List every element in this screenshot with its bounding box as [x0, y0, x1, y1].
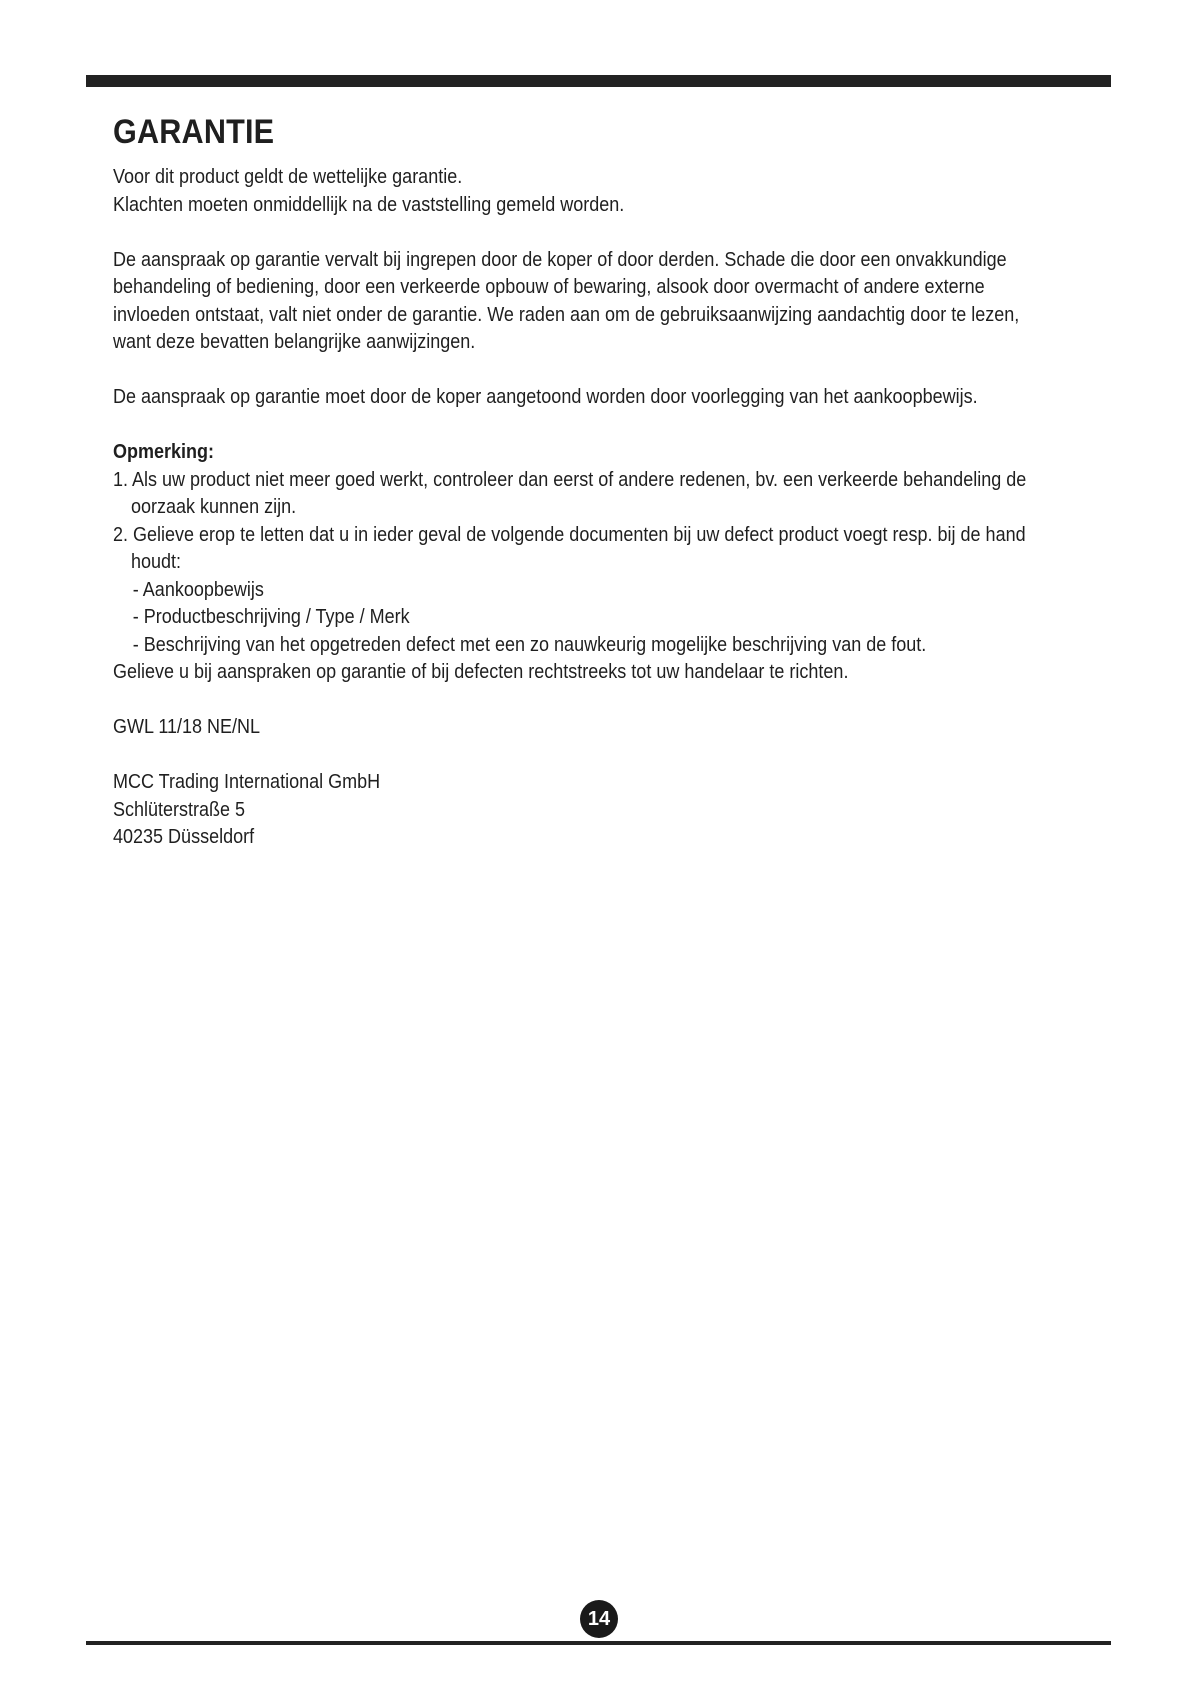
exclusions-line: want deze bevatten belangrijke aanwijzingen. — [113, 331, 476, 353]
note-item-line: houdt: — [131, 551, 182, 573]
page-title: GARANTIE — [113, 113, 275, 151]
note-heading: Opmerking: — [113, 441, 215, 463]
note-item-1 — [113, 467, 1103, 522]
note-item-line: oorzaak kunnen zijn. — [131, 496, 297, 518]
bottom-rule — [86, 1641, 1111, 1645]
top-rule — [86, 75, 1111, 87]
exclusions-line: behandeling of bediening, door een verkeerde opbouw of bewaring, alsook door overmacht of andere externe — [113, 276, 985, 298]
intro-line: Voor dit product geldt de wettelijke garantie. — [113, 166, 463, 188]
address-company: MCC Trading International GmbH — [113, 771, 381, 793]
reference-code: GWL 11/18 NE/NL — [113, 716, 261, 738]
exclusions-line: De aanspraak op garantie vervalt bij ingrepen door de koper of door derden. Schade die door een onvakkundige — [113, 248, 1007, 271]
document-list-item: - Aankoopbewijs — [132, 578, 264, 601]
page-number-badge: 14 — [580, 1600, 618, 1638]
note-item-line: 1. Als uw product niet meer goed werkt, controleer dan eerst of andere redenen, bv. een verkeerde behandeling de — [113, 468, 1027, 491]
intro-line: Klachten moeten onmiddellijk na de vaststelling gemeld worden. — [113, 193, 625, 216]
address-city: 40235 Düsseldorf — [113, 826, 255, 848]
note-item-2 — [113, 522, 1103, 577]
document-list-item: - Beschrijving van het opgetreden defect met een zo nauwkeurig mogelijke beschrijving van de fout. — [132, 633, 927, 656]
address-street: Schlüterstraße 5 — [113, 798, 246, 821]
document-list-item: - Productbeschrijving / Type / Merk — [132, 606, 410, 628]
proof-paragraph: De aanspraak op garantie moet door de koper aangetoond worden door voorlegging van het aankoopbewijs. — [113, 386, 978, 408]
note-item-line: 2. Gelieve erop te letten dat u in ieder geval de volgende documenten bij uw defect product voegt resp. bij de hand — [113, 523, 1026, 546]
exclusions-line: invloeden ontstaat, valt niet onder de garantie. We raden aan om de gebruiksaanwijzing aandachtig door te lezen, — [113, 303, 1020, 326]
warranty-content — [113, 110, 1103, 852]
closing-line: Gelieve u bij aanspraken op garantie of bij defecten rechtstreeks tot uw handelaar te richten. — [113, 661, 849, 683]
